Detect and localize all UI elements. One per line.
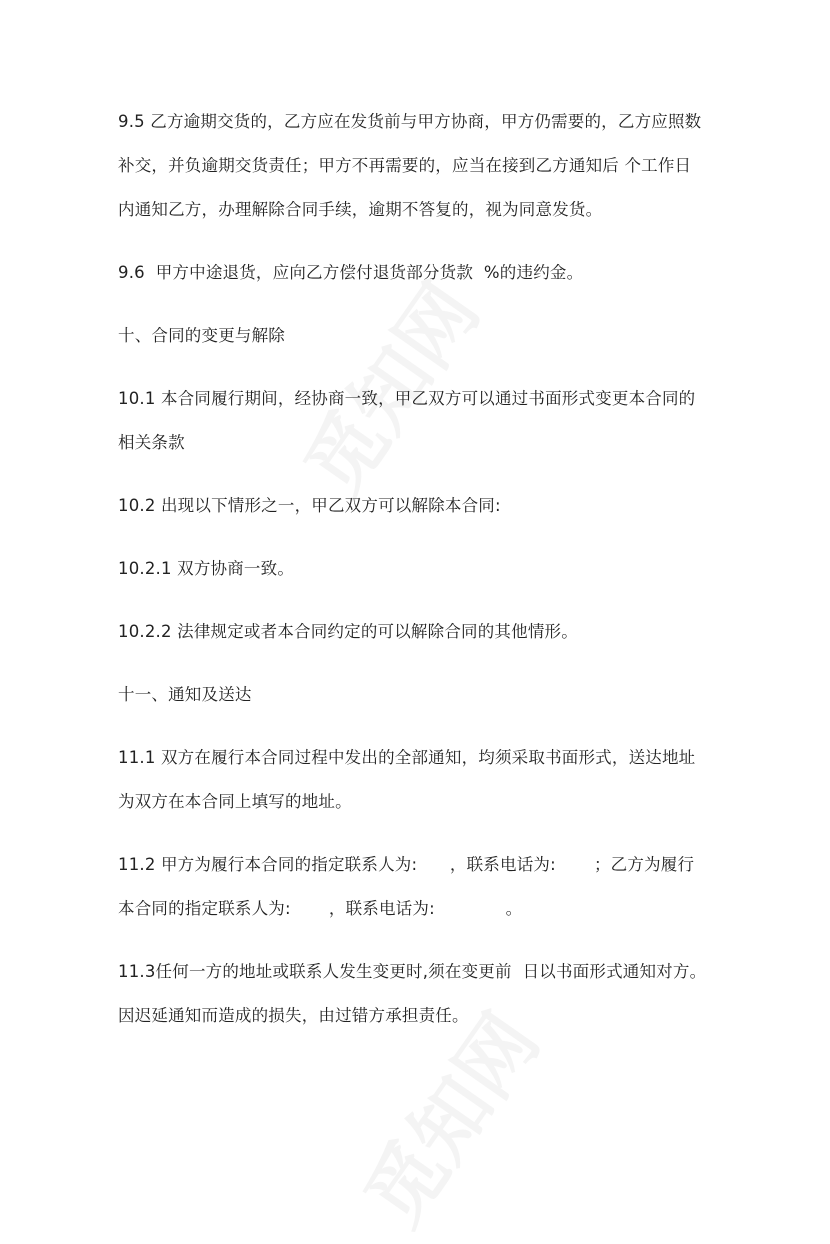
document-body bbox=[118, 100, 718, 1057]
paragraph-line: 11.1 双方在履行本合同过程中发出的全部通知，均须采取书面形式，送达地址 bbox=[118, 748, 696, 767]
paragraph bbox=[118, 547, 718, 591]
paragraph bbox=[118, 251, 718, 295]
paragraph-line: 9.6 甲方中途退货，应向乙方偿付退货部分货款 %的违约金。 bbox=[118, 263, 584, 282]
paragraph bbox=[118, 736, 718, 824]
paragraph-line: 十、合同的变更与解除 bbox=[118, 326, 285, 345]
paragraph-line: 补交，并负逾期交货责任；甲方不再需要的，应当在接到乙方通知后 个工作日 bbox=[118, 156, 692, 175]
paragraph-line: 内通知乙方，办理解除合同手续，逾期不答复的，视为同意发货。 bbox=[118, 200, 603, 219]
paragraph bbox=[118, 610, 718, 654]
paragraph-line: 11.2 甲方为履行本合同的指定联系人为: ，联系电话为: ；乙方为履行 bbox=[118, 855, 695, 874]
paragraph-line: 10.2 出现以下情形之一，甲乙双方可以解除本合同: bbox=[118, 496, 501, 515]
paragraph bbox=[118, 377, 718, 465]
paragraph-line: 11.3任何一方的地址或联系人发生变更时,须在变更前 日以书面形式通知对方。 bbox=[118, 962, 707, 981]
paragraph-line: 10.2.2 法律规定或者本合同约定的可以解除合同的其他情形。 bbox=[118, 622, 578, 641]
paragraph bbox=[118, 843, 718, 931]
paragraph-line: 相关条款 bbox=[118, 433, 185, 452]
paragraph bbox=[118, 673, 718, 717]
paragraph-line: 9.5 乙方逾期交货的，乙方应在发货前与甲方协商，甲方仍需要的，乙方应照数 bbox=[118, 112, 702, 131]
paragraph-line: 10.1 本合同履行期间，经协商一致，甲乙双方可以通过书面形式变更本合同的 bbox=[118, 389, 696, 408]
paragraph-line: 因迟延通知而造成的损失，由过错方承担责任。 bbox=[118, 1006, 469, 1025]
paragraph-line: 10.2.1 双方协商一致。 bbox=[118, 559, 295, 578]
paragraph-line: 十一、通知及送达 bbox=[118, 685, 252, 704]
paragraph bbox=[118, 484, 718, 528]
paragraph bbox=[118, 314, 718, 358]
paragraph bbox=[118, 950, 718, 1038]
paragraph bbox=[118, 100, 718, 232]
paragraph-line: 为双方在本合同上填写的地址。 bbox=[118, 792, 352, 811]
paragraph-line: 本合同的指定联系人为: ，联系电话为: 。 bbox=[118, 899, 523, 918]
